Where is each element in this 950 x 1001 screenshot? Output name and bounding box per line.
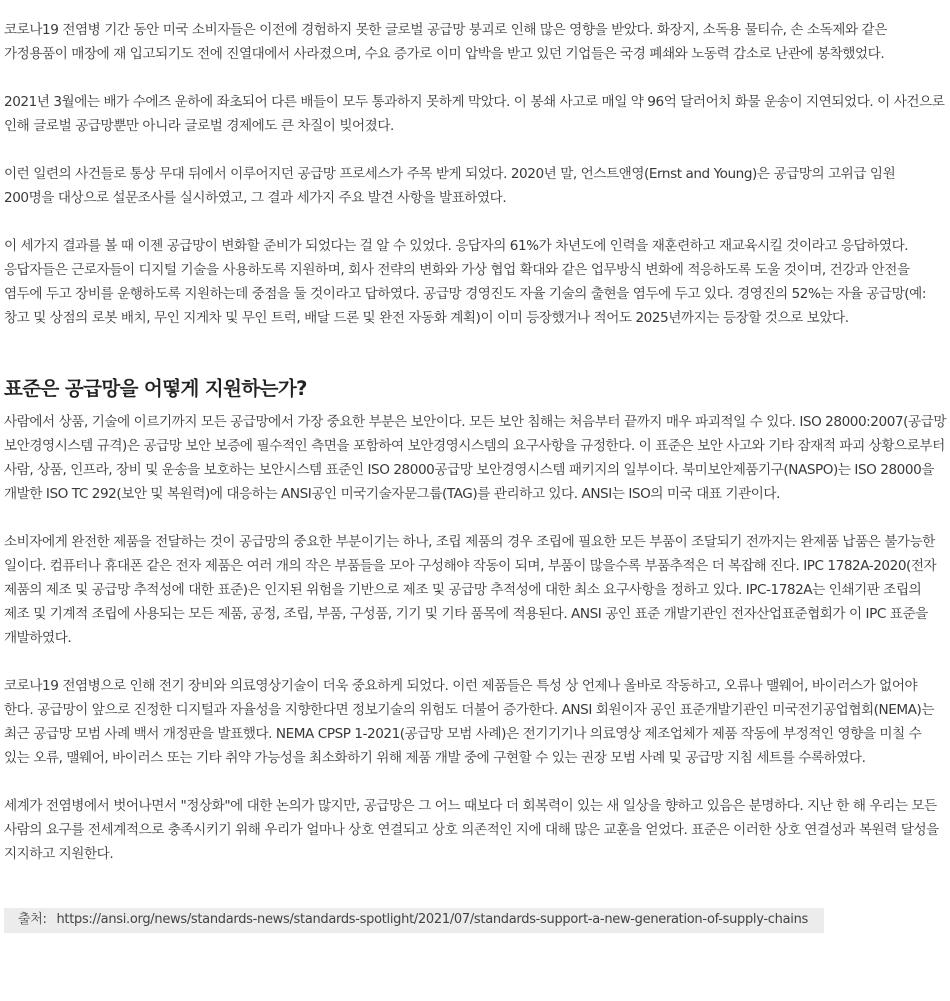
source-citation <box>4 908 824 933</box>
intro-paragraph-survey: 이런 일련의 사건들로 통상 무대 뒤에서 이루어지던 공급망 프로세스가 주목 받게 되었다. 2020년 말, 언스트앤영(Ernst and Young)은 공급망의 고위급 임원 200명을 대상으로 설문조사를 실시하였고, 그 결과 세가지 주요 발견 사항을 발표하였다. <box>4 166 896 206</box>
section-heading: 표준은 공급망을 어떻게 지원하는가? <box>4 377 307 400</box>
intro-paragraph-results: 이 세가지 결과를 볼 때 이젠 공급망이 변화할 준비가 되었다는 걸 알 수 있었다. 응답자의 61%가 차년도에 인력을 재훈련하고 재교육시킬 것이라고 응답하였다. 응답자들은 근로자들이 디지털 기술을 사용하도록 지원하며, 회사 전략의 변화와 가상 협업 확대와 같은 업무방식 변화에 적응하도록 도울 것이며, 건강과 안전을 염두에 두고 장비를 운행하도록 지원하는데 중점을 둘 것이라고 답하였다. 공급망 경영진도 자율 기술의 출현을 염두에 두고 있다. 경영진의 52%는 자율 공급망(예: 창고 및 상점의 로봇 배치, 무인 지게차 및 무인 트럭, 배달 드론 및 완전 자동화 계획)이 이미 등장했거나 적어도 2025년까지는 등장할 것으로 보았다. <box>4 238 926 326</box>
body-paragraph-conclusion: 세계가 전염병에서 벗어나면서 "정상화"에 대한 논의가 많지만, 공급망은 그 어느 때보다 더 회복력이 있는 새 일상을 향하고 있음은 분명하다. 지난 한 해 우리는 모든 사람의 요구를 전세계적으로 충족시키기 위해 우리가 얼마나 상호 연결되고 상호 의존적인 지에 대해 많은 교훈을 얻었다. 표준은 이러한 상호 연결성과 복원력 달성을 지지하고 지원한다. <box>4 798 939 862</box>
source-link[interactable]: https://ansi.org/news/standards-news/standards-spotlight/2021/07/standards-support-a-new-generation-of-supply-chains <box>56 912 808 927</box>
intro-paragraph-suez: 2021년 3월에는 배가 수에즈 운하에 좌초되어 다른 배들이 모두 통과하지 못하게 막았다. 이 봉쇄 사고로 매일 약 96억 달러어치 화물 운송이 지연되었다. 이 사건으로 인해 글로벌 공급망뿐만 아니라 글로벌 경제에도 큰 차질이 빚어졌다. <box>4 94 945 134</box>
intro-paragraph-covid: 코로나19 전염병 기간 동안 미국 소비자들은 이전에 경험하지 못한 글로벌 공급망 붕괴로 인해 많은 영향을 받았다. 화장지, 소독용 물티슈, 손 소독제와 같은 가정용품이 매장에 재 입고되기도 전에 진열대에서 사라졌으며, 수요 증가로 이미 압박을 받고 있던 기업들은 국경 폐쇄와 노동력 감소로 난관에 봉착했었다. <box>4 22 887 62</box>
body-paragraph-traceability: 소비자에게 완전한 제품을 전달하는 것이 공급망의 중요한 부분이기는 하나, 조립 제품의 경우 조립에 필요한 모든 부품이 조달되기 전까지는 완제품 납품은 불가능한 일이다. 컴퓨터나 휴대폰 같은 전자 제품은 여러 개의 작은 부품들을 모아 구성해야 작동이 되며, 부품이 많을수록 부품추적은 더 복잡해 진다. IPC 1782A-2020(전자 제품의 제조 및 공급망 추적성에 대한 표준)은 인지된 위험을 기반으로 제조 및 공급망 추적성에 대한 최소 요구사항을 정하고 있다. IPC-1782A는 인쇄기판 조립의 제조 및 기계적 조립에 사용되는 모든 제품, 공정, 조립, 부품, 구성품, 기기 및 기타 품목에 적용된다. ANSI 공인 표준 개발기관인 전자산업표준협회가 이 IPC 표준을 개발하였다. <box>4 534 937 646</box>
body-paragraph-security: 사람에서 상품, 기술에 이르기까지 모든 공급망에서 가장 중요한 부분은 보안이다. 모든 보안 침해는 처음부터 끝까지 매우 파괴적일 수 있다. ISO 28000:2007(공급망 보안경영시스템 규격)은 공급망 보안 보증에 필수적인 측면을 포함하여 보안경영시스템의 요구사항을 규정한다. 이 표준은 보안 사고와 기타 잠재적 파괴 상황으로부터 사람, 상품, 인프라, 장비 및 운송을 보호하는 보안시스템 표준인 ISO 28000공급망 보안경영시스템 패키지의 일부이다. 북미보안제품기구(NASPO)는 ISO 28000을 개발한 ISO TC 292(보안 및 복원력)에 대응하는 ANSI공인 미국기술자문그룹(TAG)를 관리하고 있다. ANSI는 ISO의 미국 대표 기관이다. <box>4 414 947 502</box>
body-paragraph-nema: 코로나19 전염병으로 인해 전기 장비와 의료영상기술이 더욱 중요하게 되었다. 이런 제품들은 특성 상 언제나 올바로 작동하고, 오류나 맬웨어, 바이러스가 없어야 한다. 공급망이 앞으로 진정한 디지털과 자율성을 지향한다면 정보기술의 위험도 더불어 증가한다. ANSI 회원이자 공인 표준개발기관인 미국전기공업협회(NEMA)는 최근 공급망 모범 사례 백서 개정판을 발표했다. NEMA CPSP 1-2021(공급망 모범 사례)은 전기기기나 의료영상 제조업체가 제품 작동에 부정적인 영향을 미칠 수 있는 오류, 맬웨어, 바이러스 또는 기타 취약 가능성을 최소화하기 위해 제품 개발 중에 구현할 수 있는 권장 모범 사례 및 공급망 지침 세트를 수록하였다. <box>4 678 935 766</box>
source-label: 출처: <box>18 912 47 927</box>
